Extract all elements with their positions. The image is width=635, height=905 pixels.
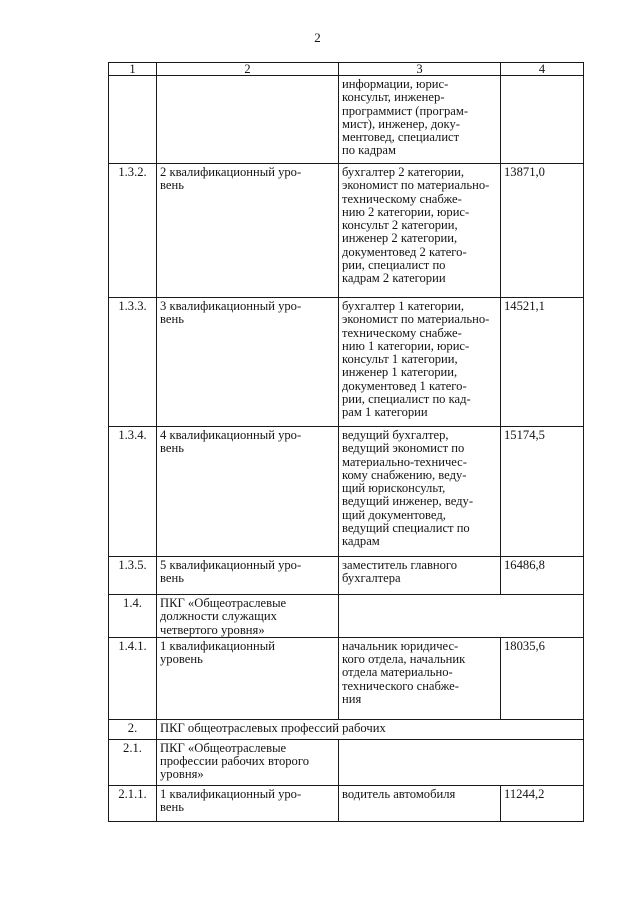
positions-list: бухгалтер 1 категории, экономист по материально- техническому снабже- нию 1 категории, юрис- консульт 1 категории, инженер 1 категории, документовед 1 катего- рии, специалист по кад- рам 1 категории bbox=[339, 298, 501, 427]
page-number: 2 bbox=[314, 30, 321, 45]
group-title: ПКГ «Общеотраслевые должности служащих четвертого уровня» bbox=[157, 595, 339, 638]
row-number: 1.3.4. bbox=[109, 427, 157, 557]
table-row bbox=[109, 637, 584, 719]
row-number: 1.4.1. bbox=[109, 637, 157, 719]
qualification-level: 1 квалификационный уровень bbox=[157, 637, 339, 719]
empty-cell bbox=[339, 739, 584, 785]
qualification-level: 5 квалификационный уро- вень bbox=[157, 557, 339, 595]
salary-table bbox=[108, 62, 584, 822]
column-header: 3 bbox=[339, 63, 501, 76]
salary-value: 16486,8 bbox=[501, 557, 584, 595]
row-number bbox=[109, 76, 157, 164]
table-row bbox=[109, 785, 584, 821]
qualification-level: 4 квалификационный уро- вень bbox=[157, 427, 339, 557]
salary-value bbox=[501, 76, 584, 164]
salary-value: 18035,6 bbox=[501, 637, 584, 719]
group-row bbox=[109, 739, 584, 785]
row-number: 1.3.3. bbox=[109, 298, 157, 427]
salary-value: 15174,5 bbox=[501, 427, 584, 557]
positions-list: информации, юрис- консульт, инженер- программист (програм- мист), инженер, доку- ментовед, специалист по кадрам bbox=[339, 76, 501, 164]
qualification-level: 1 квалификационный уро- вень bbox=[157, 785, 339, 821]
section-row bbox=[109, 719, 584, 739]
qualification-level: 3 квалификационный уро- вень bbox=[157, 298, 339, 427]
row-number: 1.3.2. bbox=[109, 164, 157, 298]
positions-list: водитель автомобиля bbox=[339, 785, 501, 821]
group-title: ПКГ «Общеотраслевые профессии рабочих второго уровня» bbox=[157, 739, 339, 785]
column-header: 4 bbox=[501, 63, 584, 76]
header-row bbox=[109, 63, 584, 76]
qualification-level: 2 квалификационный уро- вень bbox=[157, 164, 339, 298]
group-row bbox=[109, 595, 584, 638]
row-number: 2. bbox=[109, 719, 157, 739]
qualification-level bbox=[157, 76, 339, 164]
table-row bbox=[109, 164, 584, 298]
positions-list: начальник юридичес- кого отдела, начальник отдела материально- технического снабже- ния bbox=[339, 637, 501, 719]
table-row bbox=[109, 76, 584, 164]
row-number: 1.3.5. bbox=[109, 557, 157, 595]
row-number: 2.1.1. bbox=[109, 785, 157, 821]
positions-list: заместитель главного бухгалтера bbox=[339, 557, 501, 595]
positions-list: ведущий бухгалтер, ведущий экономист по материально-техничес- кому снабжению, веду- щий юрисконсульт, ведущий инженер, веду- щий документовед, ведущий специалист по кадрам bbox=[339, 427, 501, 557]
column-header: 2 bbox=[157, 63, 339, 76]
table-row bbox=[109, 427, 584, 557]
section-title: ПКГ общеотраслевых профессий рабочих bbox=[157, 719, 584, 739]
empty-cell bbox=[339, 595, 584, 638]
salary-value: 13871,0 bbox=[501, 164, 584, 298]
salary-value: 14521,1 bbox=[501, 298, 584, 427]
row-number: 1.4. bbox=[109, 595, 157, 638]
table-row bbox=[109, 298, 584, 427]
column-header: 1 bbox=[109, 63, 157, 76]
positions-list: бухгалтер 2 категории, экономист по материально- техническому снабже- нию 2 категории, юрис- консульт 2 категории, инженер 2 категории, документовед 2 катего- рии, специалист по кадрам 2 категории bbox=[339, 164, 501, 298]
table-row bbox=[109, 557, 584, 595]
salary-value: 11244,2 bbox=[501, 785, 584, 821]
row-number: 2.1. bbox=[109, 739, 157, 785]
